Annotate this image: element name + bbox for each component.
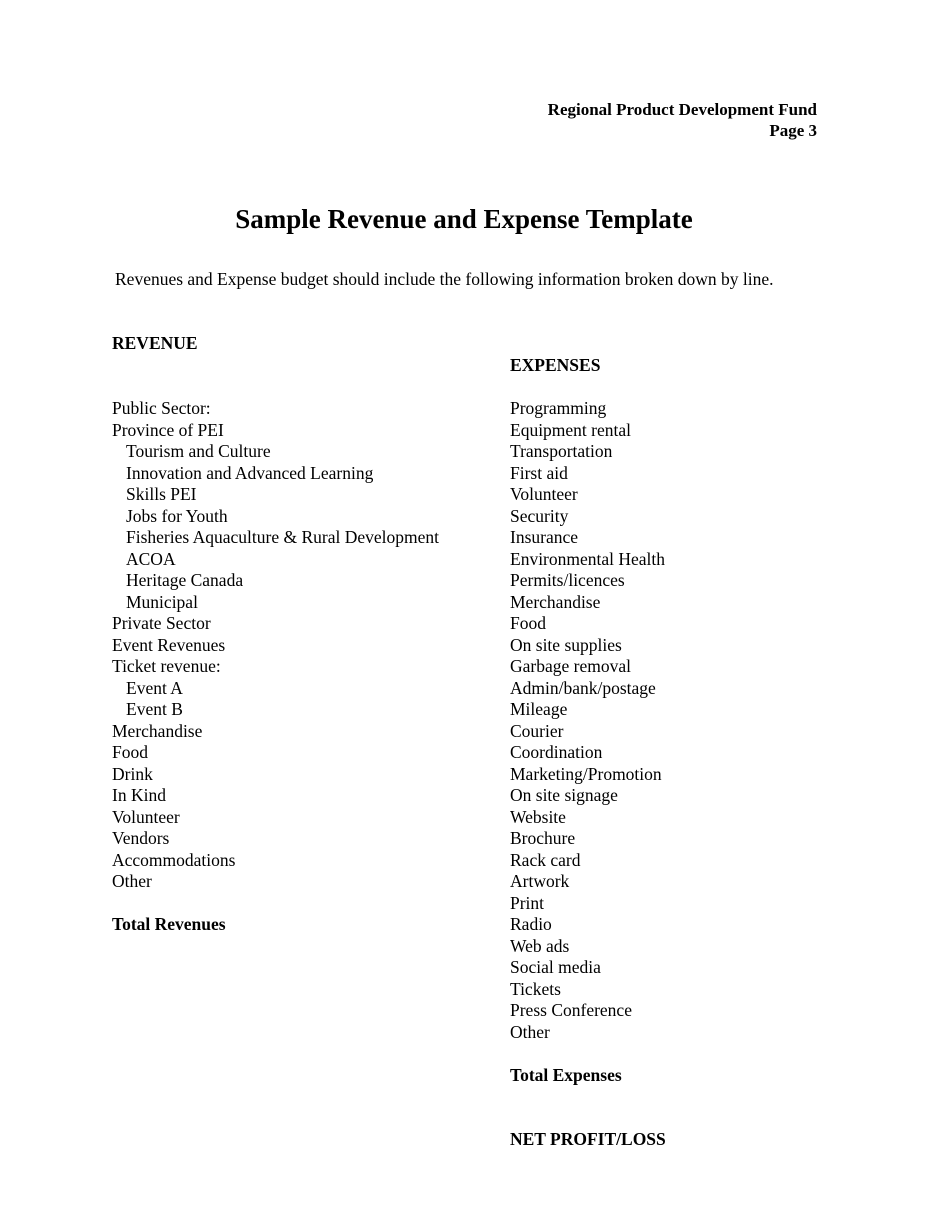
revenue-item: Fisheries Aquaculture & Rural Development [126, 527, 439, 547]
expense-item: Other [510, 1021, 550, 1042]
revenue-item: Event Revenues [112, 634, 226, 655]
revenue-item: Innovation and Advanced Learning [126, 462, 374, 483]
expense-item: First aid [510, 462, 568, 483]
expense-item: Brochure [510, 828, 576, 848]
expense-item: On site supplies [510, 634, 622, 655]
intro-text: Revenues and Expense budget should include the following information broken down by line. [115, 269, 774, 289]
revenue-item: Province of PEI [112, 419, 224, 440]
expense-item: Coordination [510, 742, 603, 762]
expense-item: Security [510, 505, 569, 526]
header-page-number: Page 3 [769, 121, 817, 140]
revenue-item: Accommodations [112, 849, 236, 870]
expense-item: Marketing/Promotion [510, 763, 662, 784]
expenses-heading: EXPENSES [510, 355, 601, 375]
expense-item: Rack card [510, 849, 581, 870]
page-title: Sample Revenue and Expense Template [235, 204, 693, 234]
header-fund-name: Regional Product Development Fund [547, 100, 817, 119]
revenue-item: Private Sector [112, 613, 211, 633]
revenue-item: Other [112, 871, 152, 891]
revenue-item: Jobs for Youth [126, 505, 228, 526]
revenue-item: Event A [126, 677, 183, 698]
expense-item: Permits/licences [510, 570, 625, 590]
expense-item: On site signage [510, 785, 618, 805]
expense-item: Environmental Health [510, 548, 666, 569]
expense-item: Garbage removal [510, 656, 631, 676]
revenue-item: Drink [112, 763, 153, 784]
expense-item: Tickets [510, 978, 561, 999]
expense-item: Merchandise [510, 591, 601, 612]
spacer [510, 1043, 666, 1065]
total-revenues: Total Revenues [112, 914, 226, 934]
revenue-item: Heritage Canada [126, 570, 244, 590]
revenue-item: Volunteer [112, 806, 180, 827]
expense-item: Press Conference [510, 1000, 632, 1020]
expense-item: Artwork [510, 871, 570, 891]
expense-item: Website [510, 806, 566, 827]
revenue-item: Tourism and Culture [126, 441, 271, 461]
revenue-item: ACOA [126, 548, 176, 569]
expense-item: Volunteer [510, 484, 578, 504]
revenue-item: Merchandise [112, 720, 203, 741]
net-profit-loss: NET PROFIT/LOSS [510, 1129, 666, 1149]
expense-item: Social media [510, 957, 601, 977]
revenue-item: Vendors [112, 828, 170, 848]
expense-item: Programming [510, 398, 607, 418]
expense-item: Mileage [510, 699, 568, 719]
expense-item: Insurance [510, 527, 579, 547]
total-expenses: Total Expenses [510, 1064, 622, 1085]
revenue-item: Event B [126, 699, 183, 719]
spacer [510, 1108, 666, 1130]
expense-item: Radio [510, 914, 552, 934]
revenue-item: Skills PEI [126, 484, 197, 504]
revenue-list [112, 398, 439, 936]
expense-item: Equipment rental [510, 419, 632, 440]
revenue-heading: REVENUE [112, 333, 198, 353]
expense-item: Food [510, 613, 546, 633]
spacer [510, 1086, 666, 1108]
revenue-item: Food [112, 742, 148, 762]
revenue-item: In Kind [112, 785, 166, 805]
expenses-list [510, 398, 666, 1151]
spacer [112, 893, 439, 915]
revenue-item: Ticket revenue: [112, 656, 221, 676]
expense-item: Web ads [510, 935, 570, 956]
expense-item: Courier [510, 720, 564, 741]
expense-item: Admin/bank/postage [510, 677, 656, 698]
revenue-item: Municipal [126, 591, 198, 612]
page-header [548, 99, 817, 141]
expense-item: Transportation [510, 441, 613, 461]
revenue-item: Public Sector: [112, 398, 211, 418]
expense-item: Print [510, 892, 545, 913]
